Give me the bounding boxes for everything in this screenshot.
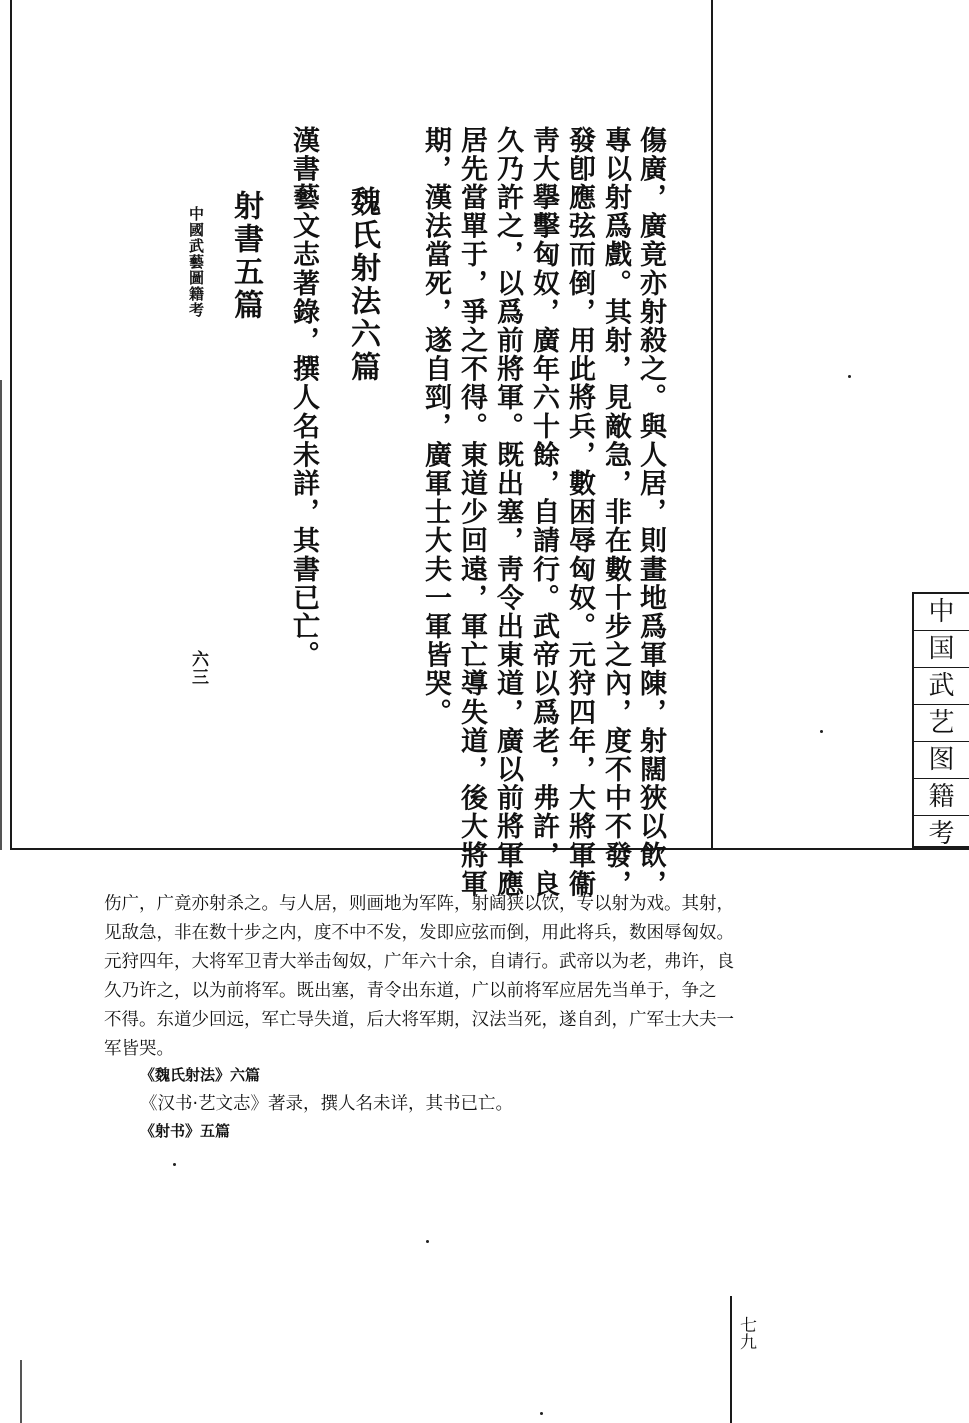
scan-right-border bbox=[711, 0, 713, 850]
footer-book-title: 中國武藝圖籍考 bbox=[187, 206, 205, 318]
simplified-note: 《汉书·艺文志》著录，撰人名未详，其书已亡。 bbox=[140, 1094, 514, 1114]
simplified-line-3: 元狩四年，大将军卫青大举击匈奴，广年六十余，自请行。武帝以为老，弗许，良 bbox=[104, 952, 734, 972]
side-tab-char: 艺 bbox=[914, 705, 969, 742]
scan-page-number: 六三 bbox=[188, 650, 208, 686]
scan-speck bbox=[848, 375, 851, 378]
note-hanshu-yiwenzhi: 漢書藝文志著錄，撰人名未詳，其書已亡。 bbox=[288, 126, 319, 670]
heading-she-shu: 射書五篇 bbox=[228, 190, 263, 322]
scan-speck bbox=[540, 1412, 543, 1415]
simplified-line-2: 见敌急，非在数十步之内，度不中不发，发即应弦而倒，用此将兵，数困辱匈奴。 bbox=[104, 923, 734, 943]
side-tab-char: 中 bbox=[914, 594, 969, 631]
body-column-2: 專以射爲戲。其射，見敵急，非在數十步之內，度不中不發， bbox=[600, 126, 631, 899]
body-column-4: 靑大擧擊匈奴，廣年六十餘，自請行。武帝以爲老，弗許，良 bbox=[528, 126, 559, 899]
body-column-7: 期，漢法當死，遂自剄，廣軍士大夫一軍皆哭。 bbox=[420, 126, 451, 727]
body-column-3: 發卽應弦而倒，用此將兵，數困辱匈奴。元狩四年，大將軍衞 bbox=[564, 126, 595, 899]
margin-mark-lower bbox=[20, 1360, 22, 1423]
simplified-line-6: 军皆哭。 bbox=[104, 1039, 174, 1059]
body-column-5: 久乃許之，以爲前將軍。既出塞，靑令出東道，廣以前將軍應 bbox=[492, 126, 523, 899]
simplified-line-4: 久乃许之，以为前将军。既出塞，青令出东道，广以前将军应居先当单于，争之 bbox=[104, 981, 717, 1001]
margin-mark bbox=[0, 380, 2, 850]
heading-wei-shi-she-fa: 魏氏射法六篇 bbox=[345, 186, 380, 384]
scan-left-border bbox=[10, 0, 12, 850]
side-tab-book-title bbox=[912, 592, 969, 848]
side-tab-char: 图 bbox=[914, 742, 969, 779]
side-tab-char: 武 bbox=[914, 668, 969, 705]
body-column-6: 居先當單于，爭之不得。東道少回遠，軍亡導失道，後大將軍 bbox=[456, 126, 487, 899]
scan-speck bbox=[426, 1240, 429, 1243]
scan-speck bbox=[173, 1163, 176, 1166]
side-tab-char: 籍 bbox=[914, 779, 969, 816]
side-tab-char: 国 bbox=[914, 631, 969, 668]
simplified-title-sheshu: 《射书》五篇 bbox=[140, 1122, 231, 1140]
simplified-line-1: 伤广，广竟亦射杀之。与人居，则画地为军阵，射阔狭以饮，专以射为戏。其射， bbox=[104, 894, 734, 914]
simplified-title-wei: 《魏氏射法》六篇 bbox=[140, 1066, 261, 1084]
page-number: 七九 bbox=[736, 1316, 756, 1350]
body-column-1: 傷廣，廣竟亦射殺之。與人居，則畫地爲軍陳，射闊狹以飲， bbox=[635, 126, 666, 899]
scan-bottom-border bbox=[12, 848, 969, 850]
side-tab-char: 考 bbox=[928, 819, 955, 849]
simplified-line-5: 不得。东道少回远，军亡导失道，后大将军期，汉法当死，遂自刭，广军士大夫一 bbox=[104, 1010, 734, 1030]
scan-speck bbox=[820, 730, 823, 733]
page-right-rule bbox=[730, 1296, 732, 1423]
